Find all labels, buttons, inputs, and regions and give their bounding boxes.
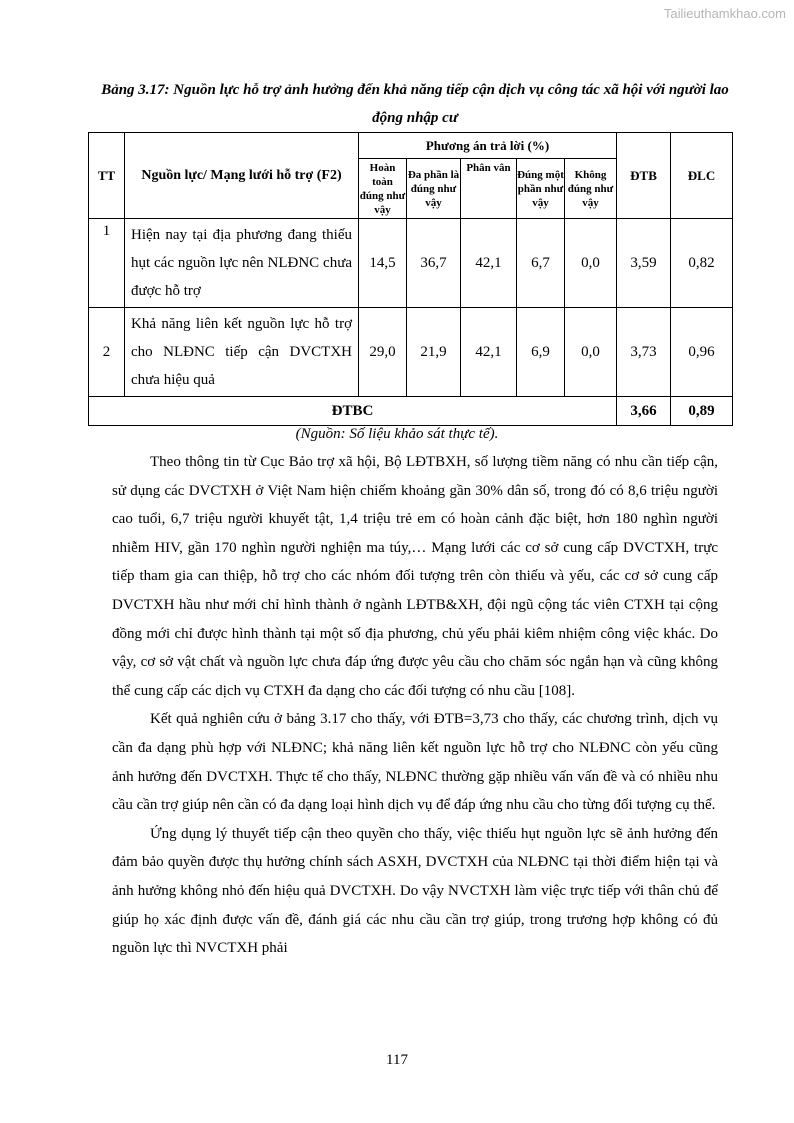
- paragraph: Ứng dụng lý thuyết tiếp cận theo quyền cho thấy, việc thiếu hụt nguồn lực sẽ ảnh hưởng đến đảm bảo quyền được thụ hưởng chính sách ASXH, DVCTXH của NLĐNC tại thời điểm hiện tại và ảnh hưởng không nhỏ đến hiệu quả DVCTXH. Do vậy NVCTXH làm việc trực tiếp với thân chủ để giúp họ xác định được vấn đề, đánh giá các nhu cầu cần trợ giúp, trong trương hợp không có đủ nguồn lực thì NVCTXH phải: [112, 825, 718, 957]
- header-dlc: ĐLC: [671, 133, 733, 219]
- row-value: 36,7: [407, 219, 461, 308]
- header-option-1: Hoàn toàn đúng như vậy: [359, 159, 407, 219]
- row-resource: Khả năng liên kết nguồn lực hỗ trợ cho NLĐNC tiếp cận DVCTXH chưa hiệu quả: [125, 308, 359, 397]
- total-dtb: 3,66: [617, 397, 671, 426]
- row-value: 14,5: [359, 219, 407, 308]
- header-dtb: ĐTB: [617, 133, 671, 219]
- total-label: ĐTBC: [89, 397, 617, 426]
- row-value: 0,0: [565, 308, 617, 397]
- row-value: 21,9: [407, 308, 461, 397]
- row-value: 0,0: [565, 219, 617, 308]
- header-option-3: Phân vân: [461, 159, 517, 219]
- row-dtb: 3,73: [617, 308, 671, 397]
- header-resource: Nguồn lực/ Mạng lưới hỗ trợ (F2): [125, 133, 359, 219]
- header-group: Phương án trả lời (%): [359, 133, 617, 159]
- page-number: 117: [386, 1052, 408, 1068]
- table-row: [89, 219, 733, 308]
- body-text: [112, 448, 718, 963]
- header-option-2: Đa phần là đúng như vậy: [407, 159, 461, 219]
- row-value: 6,9: [517, 308, 565, 397]
- row-value: 6,7: [517, 219, 565, 308]
- row-value: 42,1: [461, 308, 517, 397]
- row-resource: Hiện nay tại địa phương đang thiếu hụt các nguồn lực nên NLĐNC chưa được hỗ trợ: [125, 219, 359, 308]
- total-dlc: 0,89: [671, 397, 733, 426]
- survey-table: [88, 132, 733, 426]
- row-value: 42,1: [461, 219, 517, 308]
- table-row: [89, 308, 733, 397]
- header-tt: TT: [89, 133, 125, 219]
- row-tt: 1: [89, 219, 125, 308]
- paragraph: Kết quả nghiên cứu ở bảng 3.17 cho thấy, với ĐTB=3,73 cho thấy, các chương trình, dịch vụ cần đa dạng phù hợp với NLĐNC; khả năng liên kết nguồn lực hỗ trợ cho NLĐNC còn yếu cũng ảnh hưởng đến DVCTXH. Thực tế cho thấy, NLĐNC thường gặp nhiều vấn vấn đề và có nhiều nhu cầu cần trợ giúp nên cần có đa dạng loại hình dịch vụ để đáp ứng nhu cầu cho từng đối tượng cụ thể.: [112, 711, 718, 814]
- row-dlc: 0,82: [671, 219, 733, 308]
- paragraph: Theo thông tin từ Cục Bảo trợ xã hội, Bộ LĐTBXH, số lượng tiềm năng có nhu cần tiếp cận, sử dụng các DVCTXH ở Việt Nam hiện chiếm khoảng gần 30% dân số, trong đó có 8,6 triệu người cao tuổi, 6,7 triệu người khuyết tật, 1,4 triệu trẻ em có hoàn cảnh đặc biệt, hơn 180 nghìn người nhiễm HIV, gần 170 nghìn người nghiện ma túy,… Mạng lưới các cơ sở cung cấp DVCTXH, trực tiếp tham gia can thiệp, hỗ trợ cho các nhóm đối tượng trên còn thiếu và yếu, các cơ sở cung cấp DVCTXH hầu như mới chỉ hình thành ở ngành LĐTB&XH, đội ngũ cộng tác viên CTXH tại cộng đồng mới chỉ được hình thành tại một số địa phương, chủ yếu phải kiêm nhiệm công việc khác. Do vậy, cơ sở vật chất và nguồn lực chưa đáp ứng được yêu cầu cho chăm sóc ngắn hạn và cũng không thể cung cấp các dịch vụ CTXH đa dạng cho các đối tượng có nhu cầu [108].: [112, 454, 718, 699]
- header-option-4: Đúng một phần như vậy: [517, 159, 565, 219]
- row-value: 29,0: [359, 308, 407, 397]
- row-dlc: 0,96: [671, 308, 733, 397]
- row-dtb: 3,59: [617, 219, 671, 308]
- header-option-5: Không đúng như vậy: [565, 159, 617, 219]
- row-tt: 2: [89, 308, 125, 397]
- watermark: Tailieuthamkhao.com: [663, 6, 786, 21]
- table-caption: Bảng 3.17: Nguồn lực hỗ trợ ảnh hưởng đến khả năng tiếp cận dịch vụ công tác xã hội với người lao động nhập cư: [101, 82, 729, 126]
- total-row: [89, 397, 733, 426]
- source-note: (Nguồn: Số liệu khảo sát thực tế).: [295, 426, 499, 442]
